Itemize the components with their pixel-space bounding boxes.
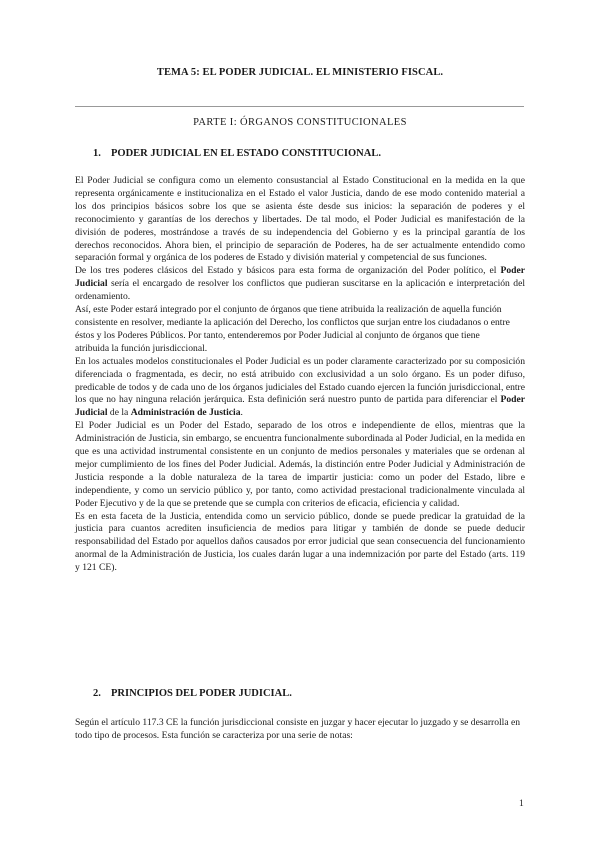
emphasis-term: Poder Judicial xyxy=(75,394,525,419)
section-1-title: PODER JUDICIAL EN EL ESTADO CONSTITUCIONAL. xyxy=(111,148,381,159)
section-2-number: 2. xyxy=(93,688,101,699)
paragraph-text: En los actuales modelos constitucionales el Poder Judicial es un poder claramente caracterizado por su composición diferenciada o fragmentada, es decir, no está atribuido con exclusividad a un solo órgano. Es un poder difuso, predicable de todos y de cada uno de los órganos judiciales del Estado cuando ejercen la función jurisdiccional, entre los que no hay ninguna relación jerárquica. Esta definición será nuestro punto de partida para diferenciar el xyxy=(75,355,525,406)
section-1-number: 1. xyxy=(93,148,101,159)
section-2-body xyxy=(75,717,525,743)
section-2-heading xyxy=(93,688,292,699)
paragraph xyxy=(75,265,525,304)
paragraph-text: De los tres poderes clásicos del Estado y básicos para esta forma de organización del Poder político, el xyxy=(75,265,501,277)
part-heading: PARTE I: ÓRGANOS CONSTITUCIONALES xyxy=(193,117,407,128)
paragraph: Así, este Poder estará integrado por el conjunto de órganos que tiene atribuida la realización de aquella función consistente en resolver, mediante la aplicación del Derecho, los conflictos que surjan entre los ciudadanos o entre éstos y los Poderes Públicos. Por tanto, entenderemos por Poder Judicial al conjunto de órganos que tiene xyxy=(75,304,510,341)
paragraph-text: de la xyxy=(107,407,131,419)
paragraph: Es en esta faceta de la Justicia, entendida como un servicio público, donde se puede predicar la gratuidad de la justicia para cuantos acrediten insuficiencia de medios para litigar y también de donde se puede deducir responsabilidad del Estado por aquellos daños causados por error judicial que sean consecuencia del funcionamiento anormal de la Administración de Justicia, los cuales darán lugar a una indemnización por parte del Estado (arts. 119 y 121 CE). xyxy=(75,510,525,574)
page-number: 1 xyxy=(519,799,524,809)
paragraph: atribuida la función jurisdiccional. xyxy=(75,342,208,354)
section-2-title: PRINCIPIOS DEL PODER JUDICIAL. xyxy=(111,688,292,699)
paragraph: Según el artículo 117.3 CE la función jurisdiccional consiste en juzgar y hacer ejecutar lo juzgado y se desarrolla en todo tipo de procesos. Esta función se caracteriza por una serie de notas: xyxy=(75,717,521,741)
horizontal-divider xyxy=(75,106,524,107)
paragraph-text: . xyxy=(240,407,243,419)
emphasis-term: Administración de Justicia xyxy=(130,407,241,419)
document-title: TEMA 5: EL PODER JUDICIAL. EL MINISTERIO FISCAL. xyxy=(156,67,444,78)
paragraph xyxy=(75,356,525,421)
emphasis-term: Poder Judicial xyxy=(75,265,525,290)
paragraph-text: sería el encargado de resolver los conflictos que pudieran suscitarse en la aplicación e interpretación del ordenamiento. xyxy=(75,278,525,303)
section-1-heading xyxy=(93,148,381,159)
paragraph: El Poder Judicial es un Poder del Estado, separado de los otros e independiente de ellos, mientras que la Administración de Justicia, sin embargo, se encuentra funcionalmente subordinada al Poder Judicial, en la medida en que es una actividad instrumental consistente en un conjunto de medios personales y materiales que se ordenan al mejor cumplimiento de los fines del Poder Judicial. Además, la distinción entre Poder Judicial y Administración de Justicia responde a la doble naturaleza de la tarea de impartir justicia: como un poder del Estado, libre e independiente, y como un servicio público y, por tanto, como actividad prestacional tradicionalmente vinculada al Poder Ejecutivo y de la que se pretende que se cumpla con criterios de eficacia, eficiencia y calidad. xyxy=(75,420,525,509)
section-1-body xyxy=(75,175,525,575)
paragraph: El Poder Judicial se configura como un elemento consustancial al Estado Constitucional en la medida en la que representa orgánicamente e institucionaliza en el Estado el valor Justicia, dando de ese modo contenido material a los dos principios básicos sobre los que se asienta éste desde sus inicios: la separación de poderes y el reconocimiento y garantías de los derechos y libertades. De tal modo, el Poder Judicial es manifestación de la división de poderes, mostrándose a través de su independencia del Gobierno y es la principal garantía de los derechos reconocidos. Ahora bien, el principio de separación de Poderes, ha de ser actualmente entendido como separación formal y orgánica de los poderes de Estado y división material y competencial de sus funciones. xyxy=(75,175,525,264)
